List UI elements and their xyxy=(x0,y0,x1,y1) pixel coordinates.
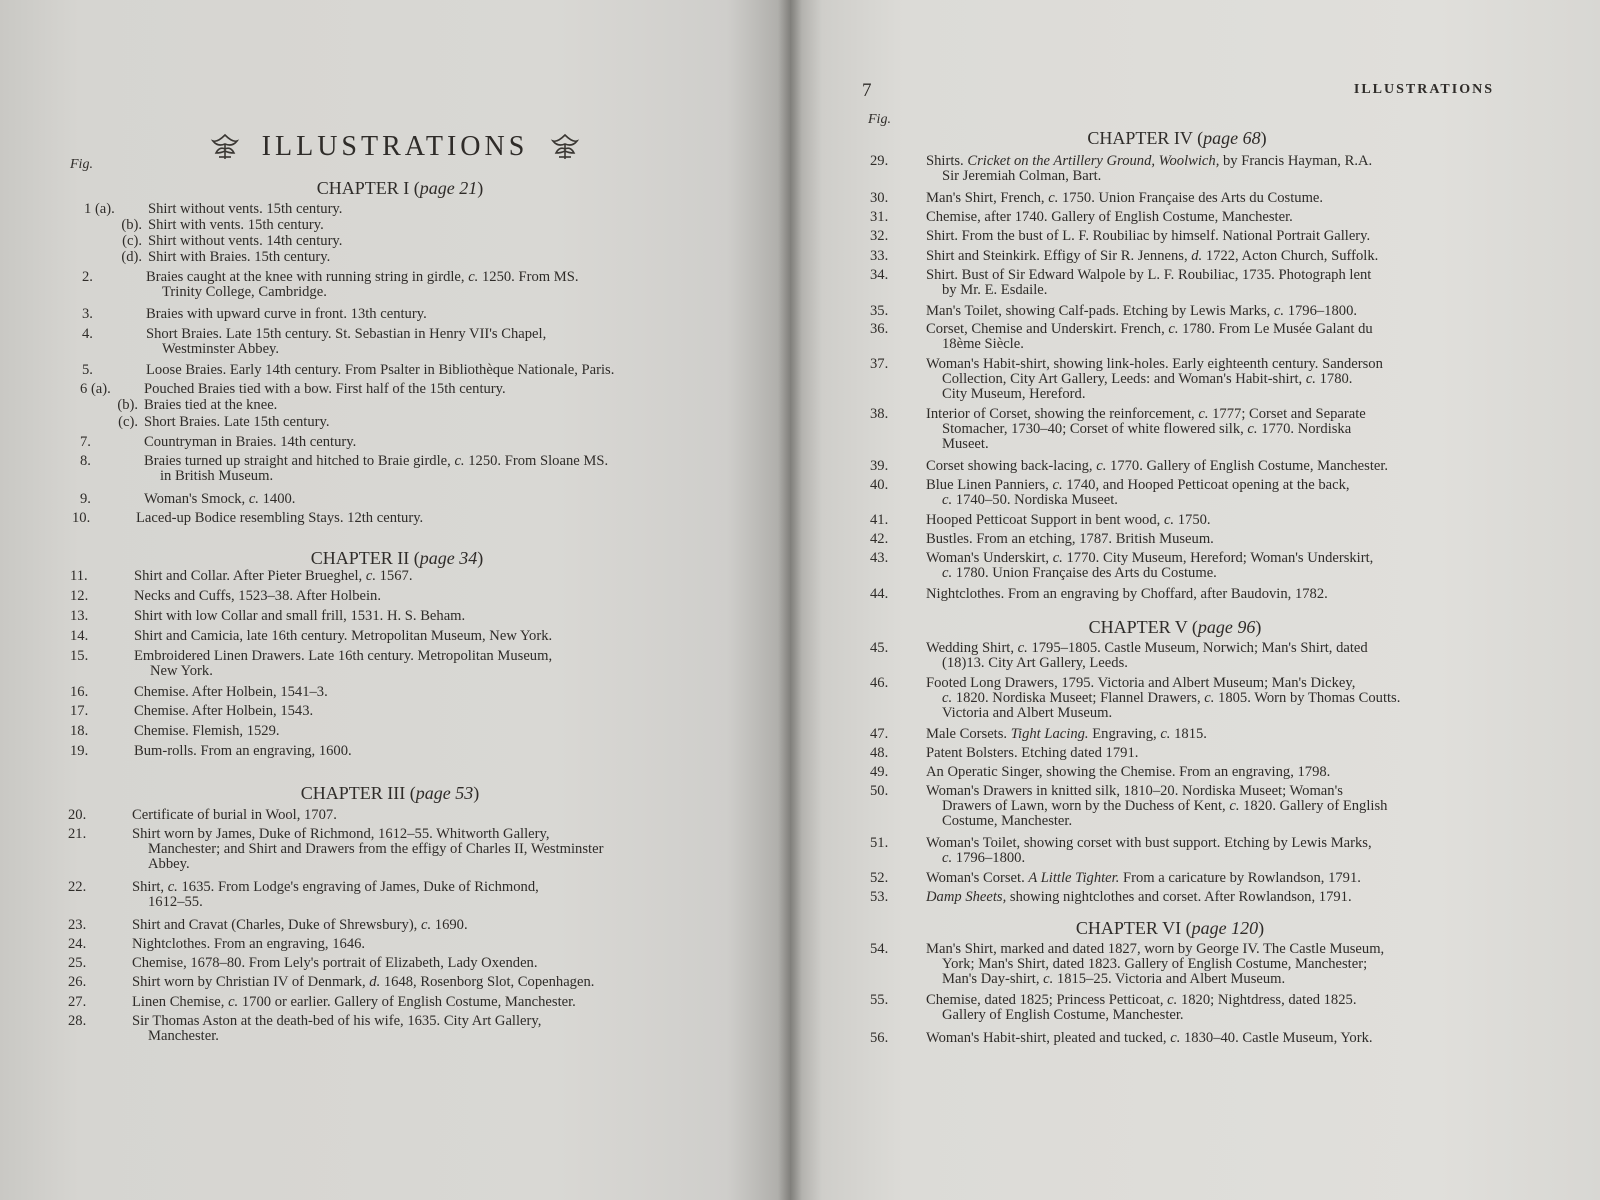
description-line: Pouched Braies tied with a bow. First half of the 15th century. xyxy=(144,381,506,397)
figure-description xyxy=(926,551,1516,581)
figure-number: (b). xyxy=(117,397,138,413)
figure-number: 55. xyxy=(870,992,889,1008)
figure-description xyxy=(134,744,720,759)
description-line: City Museum, Hereford. xyxy=(942,386,1086,402)
figure-description xyxy=(144,382,730,397)
page-number: 7 xyxy=(862,80,872,101)
description-line: Wedding Shirt, c. 1795–1805. Castle Museum, Norwich; Man's Shirt, dated xyxy=(926,640,1368,656)
description-line: Manchester. xyxy=(148,1028,219,1044)
description-line: in British Museum. xyxy=(160,468,274,484)
figure-description xyxy=(926,459,1516,474)
description-line: c. 1740–50. Nordiska Museet. xyxy=(942,492,1118,508)
figure-description xyxy=(926,229,1516,244)
description-line: Necks and Cuffs, 1523–38. After Holbein. xyxy=(134,588,381,604)
figure-description xyxy=(926,513,1516,528)
figure-number: 36. xyxy=(870,321,889,337)
description-line: Westminster Abbey. xyxy=(162,341,280,357)
description-line: Woman's Corset. A Little Tighter. From a caricature by Rowlandson, 1791. xyxy=(926,870,1361,886)
description-line: 1612–55. xyxy=(148,894,203,910)
description-line: Gallery of English Costume, Manchester. xyxy=(942,1007,1184,1023)
figure-number: 11. xyxy=(70,568,88,584)
description-line: Shirt without vents. 14th century. xyxy=(148,233,343,249)
figure-number: 50. xyxy=(870,783,889,799)
description-line: Bustles. From an etching, 1787. British Museum. xyxy=(926,531,1214,547)
figure-number: 51. xyxy=(870,835,889,851)
figure-description xyxy=(132,937,718,952)
description-line: Shirt and Cravat (Charles, Duke of Shrewsbury), c. 1690. xyxy=(132,917,468,933)
chapter-page-ref: page 21 xyxy=(419,178,478,198)
description-line: 18ème Siècle. xyxy=(942,336,1024,352)
figure-description xyxy=(134,629,720,644)
description-line: Costume, Manchester. xyxy=(942,813,1073,829)
description-line: Shirt with Braies. 15th century. xyxy=(148,249,331,265)
figure-number: 3. xyxy=(82,306,93,322)
description-line: Shirt, c. 1635. From Lodge's engraving of James, Duke of Richmond, xyxy=(132,879,539,895)
description-line: Embroidered Linen Drawers. Late 16th century. Metropolitan Museum, xyxy=(134,648,553,664)
figure-number: 12. xyxy=(70,588,89,604)
chapter-page-ref: page 96 xyxy=(1197,617,1256,637)
figure-description xyxy=(132,880,718,910)
description-line: Loose Braies. Early 14th century. From Psalter in Bibliothèque Nationale, Paris. xyxy=(146,362,615,378)
chapter-page-ref: page 68 xyxy=(1203,128,1261,148)
floral-ornament-icon xyxy=(210,132,240,162)
figure-number: (c). xyxy=(118,414,138,430)
figure-number: (d). xyxy=(121,249,142,265)
figure-number: (b). xyxy=(121,217,142,233)
figure-description xyxy=(146,270,732,300)
chapter-heading: CHAPTER VI (page 120) xyxy=(1075,918,1265,938)
description-line: Museet. xyxy=(942,436,989,452)
figure-description xyxy=(926,249,1516,264)
description-line: Chemise, after 1740. Gallery of English Costume, Manchester. xyxy=(926,209,1293,225)
description-line: Bum-rolls. From an engraving, 1600. xyxy=(134,743,352,759)
chapter-heading: CHAPTER IV (page 68) xyxy=(1087,128,1267,148)
figure-number: 9. xyxy=(80,491,91,507)
description-line: York; Man's Shirt, dated 1823. Gallery of English Costume, Manchester; xyxy=(942,956,1368,972)
description-line: Shirt with low Collar and small frill, 1531. H. S. Beham. xyxy=(134,608,466,624)
figure-number: 21. xyxy=(68,826,87,842)
figure-number: 23. xyxy=(68,917,87,933)
figure-description xyxy=(926,478,1516,508)
figure-description xyxy=(926,890,1516,905)
figure-number: 43. xyxy=(870,550,889,566)
description-line: Victoria and Albert Museum. xyxy=(942,705,1113,721)
figure-description xyxy=(926,587,1516,602)
figure-number: 20. xyxy=(68,807,87,823)
figure-description xyxy=(926,942,1516,987)
figure-number: 37. xyxy=(870,356,889,372)
description-line: Interior of Corset, showing the reinforcement, c. 1777; Corset and Separate xyxy=(926,406,1366,422)
figure-description xyxy=(926,765,1516,780)
description-line: An Operatic Singer, showing the Chemise. From an engraving, 1798. xyxy=(926,764,1331,780)
chapter-name: CHAPTER VI xyxy=(1075,918,1182,938)
figure-description xyxy=(148,250,734,265)
figure-description xyxy=(926,154,1516,184)
figure-description xyxy=(132,827,718,872)
description-line: Shirt worn by James, Duke of Richmond, 1612–55. Whitworth Gallery, xyxy=(132,826,550,842)
figure-description xyxy=(144,435,730,450)
description-line: Chemise. After Holbein, 1541–3. xyxy=(134,684,328,700)
figure-number: 24. xyxy=(68,936,87,952)
figure-number: (c). xyxy=(122,233,142,249)
figure-description xyxy=(148,202,734,217)
description-line: Abbey. xyxy=(148,856,190,872)
description-line: Male Corsets. Tight Lacing. Engraving, c. 1815. xyxy=(926,726,1207,742)
chapter-heading: CHAPTER V (page 96) xyxy=(1088,617,1262,637)
description-line: Drawers of Lawn, worn by the Duchess of Kent, c. 1820. Gallery of English xyxy=(942,798,1388,814)
figure-number: 48. xyxy=(870,745,889,761)
description-line: Blue Linen Panniers, c. 1740, and Hooped Petticoat opening at the back, xyxy=(926,477,1350,493)
figure-description xyxy=(134,609,720,624)
figure-number: 41. xyxy=(870,512,889,528)
figure-number: 5. xyxy=(82,362,93,378)
figure-number: 28. xyxy=(68,1013,87,1029)
chapter-name: CHAPTER I xyxy=(316,178,410,198)
chapter-page-ref: page 120 xyxy=(1191,918,1259,938)
figure-description xyxy=(146,307,732,322)
figure-description xyxy=(926,357,1516,402)
figure-number: 18. xyxy=(70,723,89,739)
description-line: Hooped Petticoat Support in bent wood, c. 1750. xyxy=(926,512,1211,528)
figure-description xyxy=(926,532,1516,547)
figure-number: 15. xyxy=(70,648,89,664)
figure-description xyxy=(148,234,734,249)
description-line: Man's Shirt, French, c. 1750. Union Française des Arts du Costume. xyxy=(926,190,1324,206)
description-line: Braies caught at the knee with running string in girdle, c. 1250. From MS. xyxy=(146,269,579,285)
figure-description xyxy=(132,918,718,933)
chapter-page-ref: page 34 xyxy=(419,548,478,568)
description-line: Sir Jeremiah Colman, Bart. xyxy=(942,168,1102,184)
description-line: Shirts. Cricket on the Artillery Ground, Woolwich, by Francis Hayman, R.A. xyxy=(926,153,1373,169)
page-title xyxy=(180,125,610,169)
figure-number: 38. xyxy=(870,406,889,422)
description-line: Braies tied at the knee. xyxy=(144,397,278,413)
description-line: Corset, Chemise and Underskirt. French, c. 1780. From Le Musée Galant du xyxy=(926,321,1373,337)
figure-description xyxy=(926,784,1516,829)
description-line: Man's Day-shirt, c. 1815–25. Victoria and Albert Museum. xyxy=(942,971,1286,987)
description-line: Chemise, dated 1825; Princess Petticoat, c. 1820; Nightdress, dated 1825. xyxy=(926,992,1357,1008)
description-line: Chemise. After Holbein, 1543. xyxy=(134,703,314,719)
figure-number: 34. xyxy=(870,267,889,283)
figure-number: 29. xyxy=(870,153,889,169)
figure-description xyxy=(132,808,718,823)
figure-description xyxy=(926,641,1516,671)
figure-number: 33. xyxy=(870,248,889,264)
fig-column-label: Fig. xyxy=(868,112,891,127)
figure-description xyxy=(146,327,732,357)
figure-number: 14. xyxy=(70,628,89,644)
figure-number: 32. xyxy=(870,228,889,244)
description-line: Certificate of burial in Wool, 1707. xyxy=(132,807,337,823)
figure-description xyxy=(926,836,1516,866)
description-line: Shirt and Steinkirk. Effigy of Sir R. Jennens, d. 1722, Acton Church, Suffolk. xyxy=(926,248,1379,264)
figure-number: 39. xyxy=(870,458,889,474)
figure-description xyxy=(134,589,720,604)
figure-description xyxy=(132,1014,718,1044)
figure-number: 26. xyxy=(68,974,87,990)
chapter-name: CHAPTER III xyxy=(300,783,406,803)
description-line: Woman's Smock, c. 1400. xyxy=(144,491,296,507)
description-line: Collection, City Art Gallery, Leeds: and Woman's Habit-shirt, c. 1780. xyxy=(942,371,1353,387)
figure-description xyxy=(926,727,1516,742)
chapter-page-ref: page 53 xyxy=(415,783,474,803)
description-line: Shirt and Collar. After Pieter Brueghel, c. 1567. xyxy=(134,568,413,584)
figure-description xyxy=(926,210,1516,225)
figure-number: 4. xyxy=(82,326,93,342)
description-line: Trinity College, Cambridge. xyxy=(162,284,327,300)
figure-number: 49. xyxy=(870,764,889,780)
description-line: c. 1820. Nordiska Museet; Flannel Drawers, c. 1805. Worn by Thomas Coutts. xyxy=(942,690,1401,706)
description-line: Shirt. Bust of Sir Edward Walpole by L. F. Roubiliac, 1735. Photograph lent xyxy=(926,267,1372,283)
figure-description xyxy=(926,304,1516,319)
figure-number: 47. xyxy=(870,726,889,742)
description-line: Nightclothes. From an engraving by Choffard, after Baudovin, 1782. xyxy=(926,586,1328,602)
figure-description xyxy=(926,746,1516,761)
figure-description xyxy=(134,569,720,584)
chapter-heading: CHAPTER I (page 21) xyxy=(316,178,484,198)
figure-description xyxy=(136,511,722,526)
figure-number: 22. xyxy=(68,879,87,895)
running-head: ILLUSTRATIONS xyxy=(1353,82,1494,97)
description-line: Shirt without vents. 15th century. xyxy=(148,201,343,217)
figure-number: 53. xyxy=(870,889,889,905)
description-line: by Mr. E. Esdaile. xyxy=(942,282,1048,298)
description-line: Woman's Habit-shirt, showing link-holes. Early eighteenth century. Sanderson xyxy=(926,356,1383,372)
chapter-name: CHAPTER V xyxy=(1088,617,1188,637)
description-line: Short Braies. Late 15th century. xyxy=(144,414,330,430)
figure-number: 42. xyxy=(870,531,889,547)
floral-ornament-icon xyxy=(550,132,580,162)
description-line: Woman's Drawers in knitted silk, 1810–20. Nordiska Museet; Woman's xyxy=(926,783,1343,799)
description-line: Woman's Toilet, showing corset with bust support. Etching by Lewis Marks, xyxy=(926,835,1372,851)
figure-number: 8. xyxy=(80,453,91,469)
description-line: Chemise. Flemish, 1529. xyxy=(134,723,280,739)
figure-number: 16. xyxy=(70,684,89,700)
figure-description xyxy=(926,676,1516,721)
figure-description xyxy=(144,492,730,507)
figure-number: 1 (a). xyxy=(84,201,115,217)
figure-description xyxy=(926,322,1516,352)
figure-number: 54. xyxy=(870,941,889,957)
illustrations-heading: ILLUSTRATIONS xyxy=(261,131,529,162)
figure-description xyxy=(926,1031,1516,1046)
figure-number: 31. xyxy=(870,209,889,225)
fig-column-label: Fig. xyxy=(70,157,93,172)
description-line: Braies with upward curve in front. 13th century. xyxy=(146,306,427,322)
figure-description xyxy=(926,871,1516,886)
figure-description xyxy=(926,407,1516,452)
chapter-name: CHAPTER II xyxy=(310,548,410,568)
figure-description xyxy=(134,685,720,700)
description-line: Shirt with vents. 15th century. xyxy=(148,217,324,233)
figure-description xyxy=(926,191,1516,206)
figure-number: 52. xyxy=(870,870,889,886)
figure-number: 35. xyxy=(870,303,889,319)
description-line: Manchester; and Shirt and Drawers from the effigy of Charles II, Westminster xyxy=(148,841,604,857)
description-line: Man's Toilet, showing Calf-pads. Etching by Lewis Marks, c. 1796–1800. xyxy=(926,303,1358,319)
description-line: Stomacher, 1730–40; Corset of white flowered silk, c. 1770. Nordiska xyxy=(942,421,1352,437)
figure-number: 27. xyxy=(68,994,87,1010)
figure-number: 40. xyxy=(870,477,889,493)
figure-number: 19. xyxy=(70,743,89,759)
figure-description xyxy=(134,649,720,679)
figure-number: 44. xyxy=(870,586,889,602)
description-line: Linen Chemise, c. 1700 or earlier. Gallery of English Costume, Manchester. xyxy=(132,994,576,1010)
description-line: Braies turned up straight and hitched to Braie girdle, c. 1250. From Sloane MS. xyxy=(144,453,609,469)
description-line: Nightclothes. From an engraving, 1646. xyxy=(132,936,366,952)
description-line: c. 1780. Union Française des Arts du Costume. xyxy=(942,565,1217,581)
figure-number: 46. xyxy=(870,675,889,691)
figure-number: 25. xyxy=(68,955,87,971)
description-line: Sir Thomas Aston at the death-bed of his wife, 1635. City Art Gallery, xyxy=(132,1013,542,1029)
figure-number: 45. xyxy=(870,640,889,656)
description-line: Chemise, 1678–80. From Lely's portrait of Elizabeth, Lady Oxenden. xyxy=(132,955,538,971)
figure-description xyxy=(146,363,732,378)
figure-number: 30. xyxy=(870,190,889,206)
chapter-heading: CHAPTER III (page 53) xyxy=(300,783,480,803)
description-line: (18)13. City Art Gallery, Leeds. xyxy=(942,655,1128,671)
figure-number: 6 (a). xyxy=(80,381,111,397)
figure-description xyxy=(144,398,730,413)
description-line: c. 1796–1800. xyxy=(942,850,1026,866)
description-line: Laced-up Bodice resembling Stays. 12th century. xyxy=(136,510,424,526)
description-line: Shirt worn by Christian IV of Denmark, d. 1648, Rosenborg Slot, Copenhagen. xyxy=(132,974,595,990)
figure-description xyxy=(926,993,1516,1023)
figure-number: 17. xyxy=(70,703,89,719)
description-line: New York. xyxy=(150,663,213,679)
description-line: Woman's Underskirt, c. 1770. City Museum, Hereford; Woman's Underskirt, xyxy=(926,550,1374,566)
figure-number: 2. xyxy=(82,269,93,285)
figure-number: 7. xyxy=(80,434,91,450)
description-line: Shirt. From the bust of L. F. Roubiliac by himself. National Portrait Gallery. xyxy=(926,228,1371,244)
figure-description xyxy=(144,415,730,430)
figure-description xyxy=(134,704,720,719)
description-line: Shirt and Camicia, late 16th century. Metropolitan Museum, New York. xyxy=(134,628,553,644)
figure-description xyxy=(148,218,734,233)
figure-description xyxy=(132,956,718,971)
chapter-heading: CHAPTER II (page 34) xyxy=(310,548,484,568)
description-line: Footed Long Drawers, 1795. Victoria and Albert Museum; Man's Dickey, xyxy=(926,675,1356,691)
description-line: Short Braies. Late 15th century. St. Sebastian in Henry VII's Chapel, xyxy=(146,326,547,342)
figure-number: 10. xyxy=(72,510,91,526)
book-gutter xyxy=(778,0,802,1200)
figure-description xyxy=(134,724,720,739)
figure-description xyxy=(144,454,730,484)
description-line: Man's Shirt, marked and dated 1827, worn by George IV. The Castle Museum, xyxy=(926,941,1385,957)
description-line: Patent Bolsters. Etching dated 1791. xyxy=(926,745,1139,761)
description-line: Countryman in Braies. 14th century. xyxy=(144,434,357,450)
description-line: Damp Sheets, showing nightclothes and corset. After Rowlandson, 1791. xyxy=(926,889,1352,905)
figure-number: 56. xyxy=(870,1030,889,1046)
figure-number: 13. xyxy=(70,608,89,624)
description-line: Corset showing back-lacing, c. 1770. Gallery of English Costume, Manchester. xyxy=(926,458,1389,474)
figure-description xyxy=(132,995,718,1010)
figure-description xyxy=(926,268,1516,298)
chapter-name: CHAPTER IV xyxy=(1087,128,1193,148)
description-line: Woman's Habit-shirt, pleated and tucked, c. 1830–40. Castle Museum, York. xyxy=(926,1030,1373,1046)
figure-description xyxy=(132,975,718,990)
